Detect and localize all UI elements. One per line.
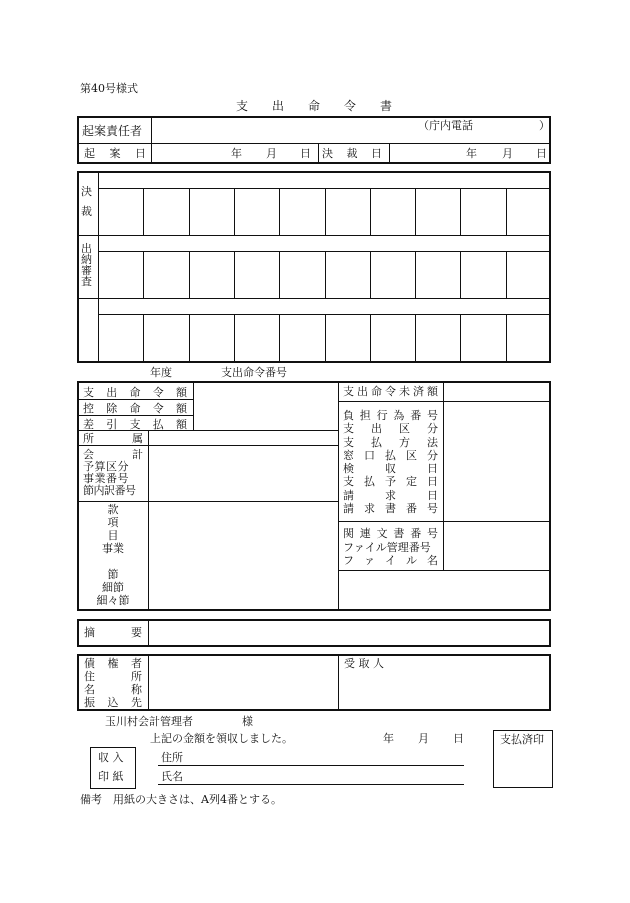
payment-detail-labels bbox=[343, 409, 438, 515]
to-treasurer: 玉川村会計管理者 bbox=[105, 715, 193, 728]
document-label-char: ル bbox=[406, 554, 417, 567]
payment-detail-label-char: 為 bbox=[393, 409, 405, 422]
treasury-char: 出 bbox=[81, 242, 92, 255]
amount-label bbox=[83, 385, 187, 401]
stamp-cell-divider bbox=[325, 251, 326, 298]
name-label: 氏名 bbox=[161, 770, 183, 783]
draft-date-char: 案 bbox=[109, 147, 121, 160]
amount-label-char: 差 bbox=[83, 418, 94, 431]
document-label: ファイル管理番号 bbox=[343, 540, 431, 554]
payment-detail-label-char: 収 bbox=[385, 462, 396, 476]
payment-detail-label bbox=[343, 422, 438, 435]
amount-label-char: 額 bbox=[176, 418, 187, 431]
payment-detail-label-char: 行 bbox=[376, 409, 388, 422]
stamp-cell-divider bbox=[189, 188, 190, 235]
document-label-char: 号 bbox=[426, 527, 438, 540]
document-label-char: 関 bbox=[343, 527, 354, 540]
amount-label bbox=[83, 417, 187, 433]
fiscal-year-label: 年度 bbox=[150, 366, 172, 379]
decision-date-char: 裁 bbox=[346, 147, 358, 160]
amount-label-char: 支 bbox=[129, 418, 141, 431]
stamp-cell-divider bbox=[189, 251, 190, 298]
payment-detail-label-char: 請 bbox=[343, 502, 354, 516]
unpaid-char: 出 bbox=[357, 385, 368, 398]
account-label: 事業番号 bbox=[83, 472, 129, 485]
form-number: 第40号様式 bbox=[80, 82, 138, 95]
divider bbox=[77, 235, 551, 236]
stamp-cell-divider bbox=[143, 251, 144, 298]
summary-label bbox=[84, 627, 142, 639]
unpaid-char: 額 bbox=[427, 385, 438, 398]
document-label-char: ァ bbox=[364, 554, 375, 567]
divider bbox=[77, 445, 338, 446]
stamp-cell-divider bbox=[415, 251, 416, 298]
divider bbox=[338, 381, 339, 611]
address-label: 住所 bbox=[161, 751, 183, 764]
treasury-char: 審 bbox=[81, 264, 92, 277]
stamp-cell-divider bbox=[279, 251, 280, 298]
summary-char: 摘 bbox=[84, 626, 95, 639]
amount-label-char: 控 bbox=[83, 402, 94, 415]
decision-year-label: 年 bbox=[466, 147, 477, 160]
payment-detail-label-char: 支 bbox=[343, 475, 354, 489]
payment-detail-label-char: 号 bbox=[426, 409, 438, 422]
approval-stamp-grid bbox=[77, 171, 551, 363]
receipt-text: 上記の金額を領収しました。 bbox=[150, 732, 293, 745]
draft-month-label: 月 bbox=[266, 147, 277, 160]
payment-detail-label bbox=[343, 502, 438, 515]
honorific: 様 bbox=[242, 715, 253, 728]
recipient-label: 受 取 人 bbox=[344, 657, 384, 670]
decision-day-label: 日 bbox=[536, 147, 547, 160]
amount-label-char: 除 bbox=[106, 402, 118, 415]
title-char: 命 bbox=[307, 99, 320, 113]
payment-detail-label-char: 番 bbox=[406, 502, 417, 516]
payment-detail-label bbox=[343, 462, 438, 475]
stamp-cell-divider bbox=[506, 188, 507, 235]
creditor-label-char: 名 bbox=[84, 683, 95, 696]
drafter-label: 起案責任者 bbox=[82, 124, 143, 138]
payment-detail-label-char: 払 bbox=[364, 475, 375, 489]
divider bbox=[338, 654, 339, 711]
divider bbox=[318, 143, 319, 164]
stamp-cell-divider bbox=[279, 314, 280, 363]
stamp-cell-divider bbox=[460, 188, 461, 235]
divider bbox=[338, 521, 551, 522]
payment-detail-label-char: 番 bbox=[410, 409, 422, 422]
divider bbox=[338, 570, 551, 571]
divider bbox=[98, 171, 99, 363]
payment-detail-label bbox=[343, 475, 438, 488]
unpaid-char: 命 bbox=[371, 385, 382, 398]
divider bbox=[338, 401, 551, 402]
payment-detail-label-char: 支 bbox=[343, 422, 354, 436]
document-labels bbox=[343, 527, 438, 568]
divider bbox=[148, 654, 149, 711]
creditor-label-char: 権 bbox=[107, 657, 119, 670]
document-label-char: 文 bbox=[376, 527, 388, 540]
decision-char: 決 bbox=[81, 185, 92, 198]
amount-labels bbox=[83, 385, 187, 433]
budget-item-labels bbox=[83, 503, 143, 607]
creditor-label-char: 住 bbox=[84, 670, 95, 683]
creditor-label-char: 所 bbox=[131, 670, 142, 683]
stamp-cell-divider bbox=[325, 314, 326, 363]
stamp-cell-divider bbox=[415, 188, 416, 235]
budget-item: 節 bbox=[107, 568, 119, 581]
payment-detail-label-char: 分 bbox=[427, 448, 438, 462]
payment-detail-label-char: 方 bbox=[399, 435, 410, 449]
creditor-label bbox=[84, 670, 142, 683]
stamp-cell-divider bbox=[143, 314, 144, 363]
creditor-label-char: 者 bbox=[131, 657, 142, 670]
title-char: 出 bbox=[271, 99, 284, 113]
payment-detail-label-char: 口 bbox=[364, 448, 375, 462]
document-label-char: 名 bbox=[427, 554, 438, 567]
unpaid-amount-label bbox=[343, 386, 438, 398]
decision-label bbox=[81, 186, 92, 218]
divider bbox=[77, 143, 551, 144]
payment-detail-label-char: 日 bbox=[427, 475, 438, 489]
treasury-char: 査 bbox=[81, 275, 92, 288]
title-char: 書 bbox=[379, 99, 392, 113]
order-number-label: 支出命令番号 bbox=[221, 366, 287, 379]
amount-label-char: 出 bbox=[106, 386, 118, 399]
payment-detail-label-char: 検 bbox=[343, 462, 354, 476]
payment-detail-label-char: 号 bbox=[427, 502, 438, 516]
stamp-cell-divider bbox=[234, 188, 235, 235]
amount-label-char: 額 bbox=[176, 402, 187, 415]
creditor-label-char: 振 bbox=[84, 696, 95, 709]
draft-year-label: 年 bbox=[231, 147, 242, 160]
document-label bbox=[343, 527, 438, 541]
creditor-label bbox=[84, 657, 142, 670]
receipt-day-label: 日 bbox=[453, 732, 464, 745]
amount-label-char: 令 bbox=[152, 386, 164, 399]
amount-label-char: 額 bbox=[176, 386, 187, 399]
stamp-cell-divider bbox=[234, 314, 235, 363]
creditor-label bbox=[84, 696, 142, 709]
drafter-box bbox=[77, 116, 551, 164]
summary-char: 要 bbox=[131, 626, 142, 639]
budget-item: 細節 bbox=[102, 581, 124, 594]
affiliation-label bbox=[83, 433, 143, 445]
remarks-note: 備考 用紙の大きさは、A列4番とする。 bbox=[80, 793, 282, 806]
unpaid-char: 支 bbox=[343, 385, 354, 398]
decision-date-char: 日 bbox=[371, 147, 382, 160]
revenue-stamp-top: 収 入 bbox=[98, 751, 124, 764]
account-label-char: 計 bbox=[132, 448, 143, 461]
payment-detail-label-char: 予 bbox=[385, 475, 396, 489]
affiliation-char: 属 bbox=[132, 432, 143, 445]
phone-label: （庁内電話 bbox=[418, 119, 473, 132]
document-label-char: 番 bbox=[410, 527, 422, 540]
treasury-review-label bbox=[81, 243, 92, 287]
payment-detail-label bbox=[343, 449, 438, 462]
budget-item: 項 bbox=[107, 516, 119, 529]
document-label-char: フ bbox=[343, 554, 354, 567]
draft-date-char: 起 bbox=[84, 147, 95, 160]
payment-detail-label-char: 払 bbox=[371, 435, 382, 449]
payment-detail-label-char: 払 bbox=[385, 448, 396, 462]
payment-detail-label-char: 法 bbox=[427, 435, 438, 449]
treasury-char: 納 bbox=[81, 253, 92, 266]
divider bbox=[193, 381, 194, 430]
decision-char: 裁 bbox=[81, 205, 92, 218]
decision-date-label bbox=[322, 148, 382, 160]
stamp-cell-divider bbox=[234, 251, 235, 298]
divider bbox=[77, 501, 338, 502]
amount-label-char: 支 bbox=[83, 386, 94, 399]
stamp-cell-divider bbox=[143, 188, 144, 235]
draft-date-label bbox=[84, 148, 146, 160]
stamp-cell-divider bbox=[279, 188, 280, 235]
payment-detail-label-char: 支 bbox=[343, 435, 354, 449]
creditor-label-char: 称 bbox=[131, 683, 142, 696]
draft-day-label: 日 bbox=[300, 147, 311, 160]
payment-detail-label-char: 区 bbox=[406, 448, 417, 462]
name-field[interactable] bbox=[158, 784, 464, 785]
payment-detail-label bbox=[343, 489, 438, 502]
creditor-label-char: 込 bbox=[107, 696, 119, 709]
amount-label bbox=[83, 401, 187, 417]
budget-item: 細々節 bbox=[96, 594, 130, 607]
stamp-cell-divider bbox=[506, 251, 507, 298]
stamp-cell-divider bbox=[415, 314, 416, 363]
amount-label-char: 命 bbox=[129, 386, 141, 399]
payment-detail-label-char: 請 bbox=[343, 488, 354, 502]
title-char: 令 bbox=[343, 99, 356, 113]
payment-detail-label-char: 日 bbox=[427, 462, 438, 476]
account-label: 予算区分 bbox=[83, 460, 129, 473]
decision-date-char: 決 bbox=[322, 147, 333, 160]
decision-month-label: 月 bbox=[502, 147, 513, 160]
payment-detail-label-char: 求 bbox=[364, 502, 375, 516]
draft-date-char: 日 bbox=[135, 147, 146, 160]
address-field[interactable] bbox=[158, 765, 464, 766]
payment-detail-label-char: 出 bbox=[371, 422, 382, 436]
paid-stamp-label: 支払済印 bbox=[500, 733, 544, 746]
document-label-char: 書 bbox=[393, 527, 405, 540]
divider bbox=[389, 143, 390, 164]
stamp-cell-divider bbox=[325, 188, 326, 235]
divider bbox=[77, 298, 551, 299]
budget-item bbox=[111, 555, 115, 568]
payment-detail-label-char: 区 bbox=[399, 422, 410, 436]
page-title bbox=[236, 100, 392, 112]
stamp-cell-divider bbox=[460, 314, 461, 363]
receipt-year-label: 年 bbox=[383, 732, 394, 745]
unpaid-char: 令 bbox=[385, 385, 396, 398]
payment-detail-label-char: 書 bbox=[385, 502, 396, 516]
payment-detail-label-char: 分 bbox=[427, 422, 438, 436]
stamp-cell-divider bbox=[460, 251, 461, 298]
stamp-cell-divider bbox=[506, 314, 507, 363]
creditor-label bbox=[84, 683, 142, 696]
stamp-cell-divider bbox=[189, 314, 190, 363]
payment-detail-label bbox=[343, 436, 438, 449]
divider bbox=[443, 381, 444, 570]
account-label: 節内訳番号 bbox=[83, 484, 136, 497]
budget-item: 款 bbox=[107, 503, 119, 516]
amount-label-char: 払 bbox=[152, 418, 164, 431]
document-label-char: イ bbox=[385, 554, 396, 567]
payment-detail-label-char: 窓 bbox=[343, 448, 354, 462]
payment-detail-label-char: 負 bbox=[343, 409, 354, 422]
document-label-char: 連 bbox=[359, 527, 371, 540]
revenue-stamp-bottom: 印 紙 bbox=[98, 770, 124, 783]
creditor-label-char: 債 bbox=[84, 657, 95, 670]
payment-detail-label bbox=[343, 409, 438, 422]
amount-label-char: 命 bbox=[129, 402, 141, 415]
budget-item: 事業 bbox=[102, 542, 124, 555]
account-labels bbox=[83, 449, 143, 497]
divider bbox=[148, 430, 149, 611]
payment-detail-label-char: 担 bbox=[359, 409, 371, 422]
payment-detail-label-char: 定 bbox=[406, 475, 417, 489]
payment-detail-label-char: 求 bbox=[385, 488, 396, 502]
stamp-cell-divider bbox=[370, 251, 371, 298]
unpaid-char: 済 bbox=[413, 385, 424, 398]
affiliation-char: 所 bbox=[83, 432, 94, 445]
receipt-month-label: 月 bbox=[418, 732, 429, 745]
document-label bbox=[343, 554, 438, 568]
divider bbox=[151, 116, 152, 164]
creditor-label-char: 先 bbox=[131, 696, 142, 709]
divider bbox=[148, 619, 149, 647]
stamp-cell-divider bbox=[370, 314, 371, 363]
payment-detail-label-char: 日 bbox=[427, 488, 438, 502]
unpaid-char: 未 bbox=[399, 385, 410, 398]
budget-item: 目 bbox=[107, 529, 119, 542]
stamp-cell-divider bbox=[370, 188, 371, 235]
title-char: 支 bbox=[236, 99, 249, 113]
account-label-char: 会 bbox=[83, 448, 94, 461]
phone-close: ） bbox=[539, 119, 550, 132]
amount-label-char: 引 bbox=[106, 418, 118, 431]
amount-label-char: 令 bbox=[152, 402, 164, 415]
creditor-labels bbox=[84, 657, 142, 709]
